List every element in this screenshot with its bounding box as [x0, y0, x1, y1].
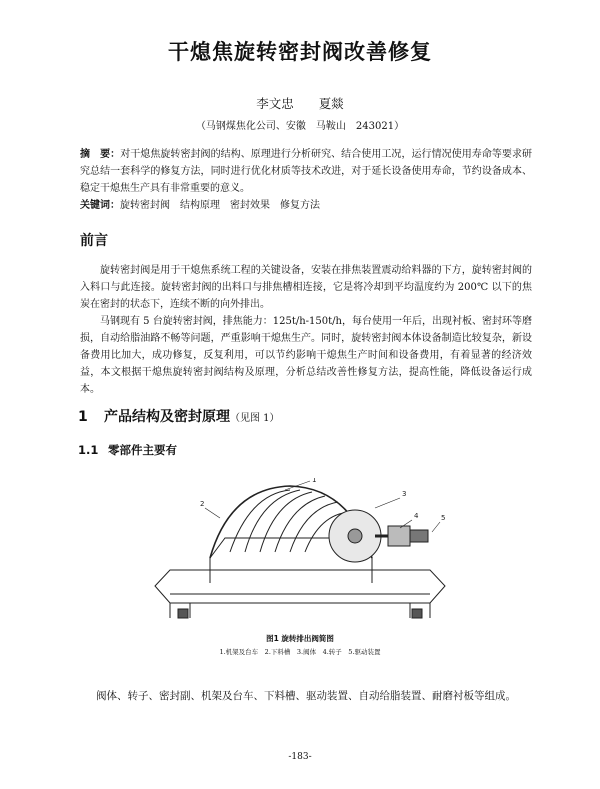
frame-base [155, 570, 445, 603]
section-1-number: 1 [78, 409, 88, 425]
section-1-note: （见图 1） [230, 413, 280, 424]
authors: 李文忠 夏燚 [256, 96, 344, 111]
paper-title: 干熄焦旋转密封阀改善修复 [168, 40, 432, 64]
figure-legend: 1.机架及台车 2.下料槽 3.阀体 4.转子 5.驱动装置 [219, 648, 381, 656]
keywords-text: 旋转密封阀 结构原理 密封效果 修复方法 [120, 200, 320, 211]
section-1-heading [78, 406, 280, 426]
preface-paragraph-1: 旋转密封阀是用于干熄焦系统工程的关键设备，安装在排焦装置震动给料器的下方，旋转密封阀的入料口与此连接。旋转密封阀的出料口与排焦槽相连接，它是将冷却到平均温度约为 200℃ 以下的焦炭在密封的状态下，连续不断的向外排出。 [80, 265, 532, 310]
callout-3: 3 [402, 490, 407, 498]
callout-4: 4 [414, 512, 419, 520]
callout-1: 1 [312, 478, 317, 484]
components-sentence: 阀体、转子、密封副、机架及台车、下料槽、驱动装置、自动给脂装置、耐磨衬板等组成。 [96, 690, 516, 702]
abstract-text: 对干熄焦旋转密封阀的结构、原理进行分析研究、结合使用工况，运行情况使用寿命等要求研究总结一套科学的修复方法，同时进行优化材质等技术改进，对于延长设备使用寿命，节约设备成本、稳定干熄焦生产具有非常重要的意义。 [80, 149, 533, 194]
end-plate-hub [348, 529, 362, 543]
affiliation: （马钢煤焦化公司、安徽 马鞍山 243021） [195, 121, 405, 132]
wheel-right [412, 609, 422, 618]
wheel-left [178, 609, 188, 618]
drive-motor [388, 526, 410, 546]
keywords-label: 关键词： [80, 200, 120, 211]
callout-2: 2 [200, 500, 205, 508]
callout-5: 5 [441, 514, 446, 522]
section-1-1-number: 1.1 [78, 443, 99, 457]
preface-paragraph-2: 马钢现有 5 台旋转密封阀，排焦能力：125t/h-150t/h，每台使用一年后，出现衬板、密封环等磨损，自动给脂油路不畅等问题，严重影响干熄焦生产。同时，旋转密封阀本体设备制造比较复杂，新设备费用比加大，成功修复，反复利用，可以节约影响干熄焦生产时间和设备费用，有着显著的经济效益，本文根据干熄焦旋转密封阀结构及原理，分析总结改善性修复方法，提高性能，降低设备运行成本。 [80, 316, 532, 395]
page-number: -183- [288, 752, 312, 762]
section-1-title: 产品结构及密封原理 [104, 409, 230, 425]
keywords [80, 197, 532, 214]
section-1-1-heading [78, 442, 177, 458]
abstract-label: 摘 要： [80, 149, 121, 160]
abstract [80, 146, 532, 197]
section-1-1-title: 零部件主要有 [108, 443, 177, 457]
rotary-valve-figure [150, 478, 450, 626]
drive-gearbox [410, 530, 428, 542]
preface-heading: 前言 [80, 233, 108, 249]
figure-caption: 图1 旋转排出阀简图 [266, 634, 334, 643]
